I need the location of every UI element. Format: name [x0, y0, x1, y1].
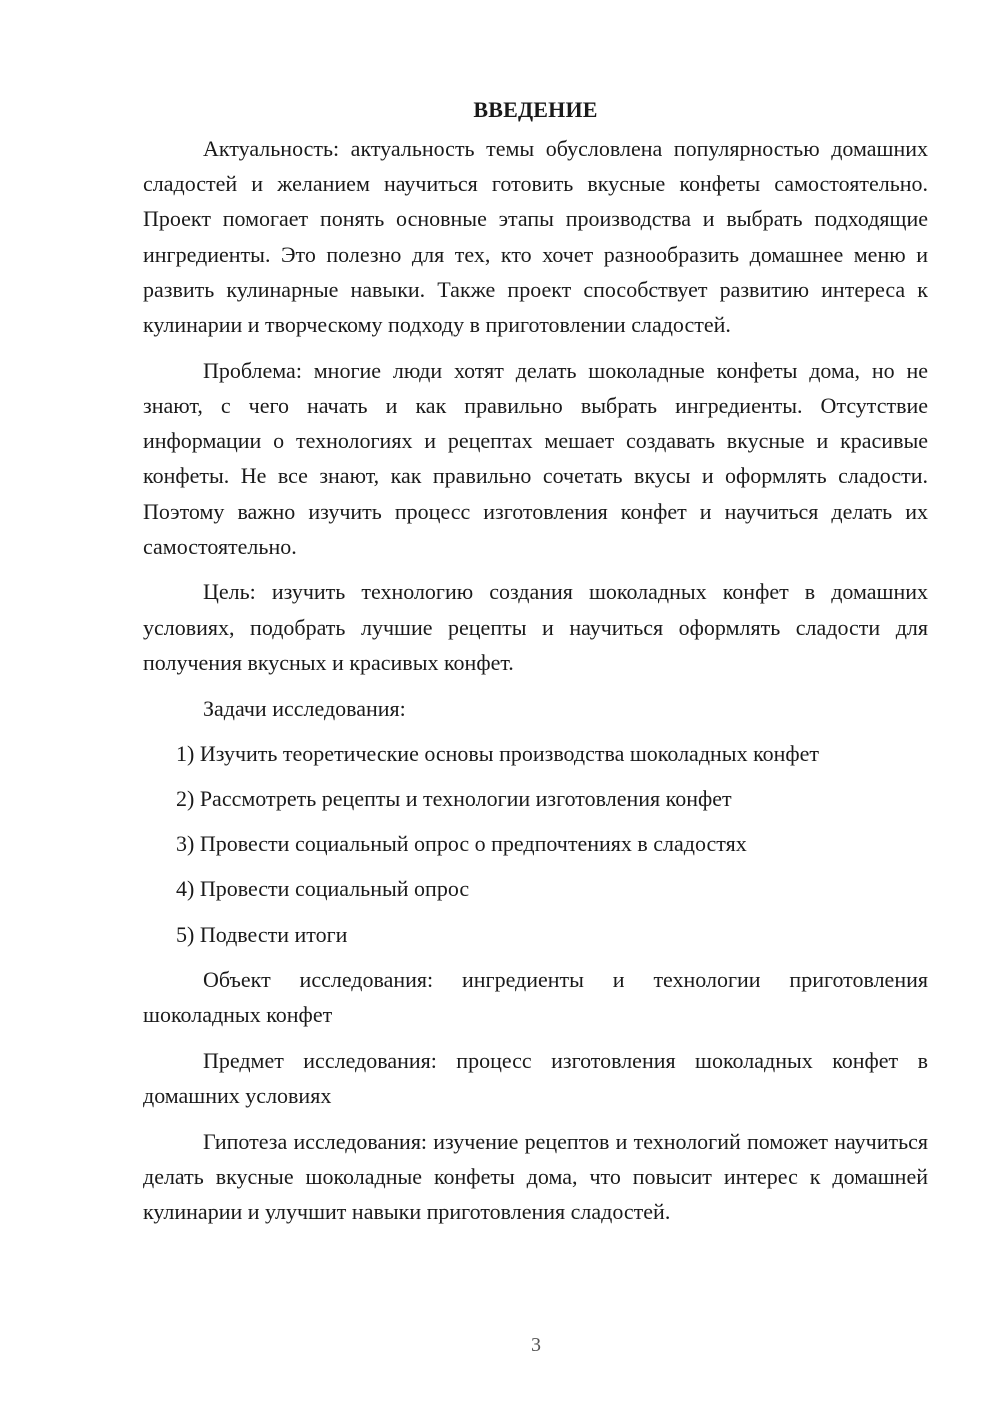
- tasks-list: [143, 736, 928, 952]
- section-title: ВВЕДЕНИЕ: [473, 97, 598, 122]
- task-item: 3) Провести социальный опрос о предпочтениях в сладостях: [176, 831, 747, 857]
- hypothesis-paragraph: Гипотеза исследования: изучение рецептов и технологий поможет научиться делать вкусные шоколадные конфеты дома, что повысит интерес к домашней кулинарии и улучшит навыки приготовления сладостей.: [143, 1128, 928, 1224]
- task-item: 4) Провести социальный опрос: [176, 876, 470, 902]
- subject-paragraph: Предмет исследования: процесс изготовления шоколадных конфет в домашних условиях: [143, 1047, 928, 1108]
- problem-paragraph: Проблема: многие люди хотят делать шоколадные конфеты дома, но не знают, с чего начать и как правильно выбрать ингредиенты. Отсутствие информации о технологиях и рецептах мешает создавать вкусные и красивые конфеты. Не все знают, как правильно сочетать вкусы и оформлять сладости. Поэтому важно изучить процесс изготовления конфет и научиться делать их самостоятельно.: [143, 357, 928, 559]
- task-item: 5) Подвести итоги: [176, 921, 348, 947]
- document-page: [143, 92, 928, 1240]
- goal-paragraph: Цель: изучить технологию создания шоколадных конфет в домашних условиях, подобрать лучшие рецепты и научиться оформлять сладости для получения вкусных и красивых конфет.: [143, 579, 928, 675]
- page-number: 3: [531, 1334, 541, 1356]
- tasks-heading: Задачи исследования:: [203, 695, 406, 721]
- relevance-paragraph: Актуальность: актуальность темы обусловлена популярностью домашних сладостей и желанием научиться готовить вкусные конфеты самостоятельно. Проект помогает понять основные этапы производства и выбрать подходящие ингредиенты. Это полезно для тех, кто хочет разнообразить домашнее меню и развить кулинарные навыки. Также проект способствует развитию интереса к кулинарии и творческому подходу в приготовлении сладостей.: [143, 136, 928, 338]
- task-item: 2) Рассмотреть рецепты и технологии изготовления конфет: [176, 785, 732, 811]
- task-item: 1) Изучить теоретические основы производства шоколадных конфет: [176, 740, 820, 766]
- object-paragraph: Объект исследования: ингредиенты и технологии приготовления шоколадных конфет: [143, 966, 928, 1027]
